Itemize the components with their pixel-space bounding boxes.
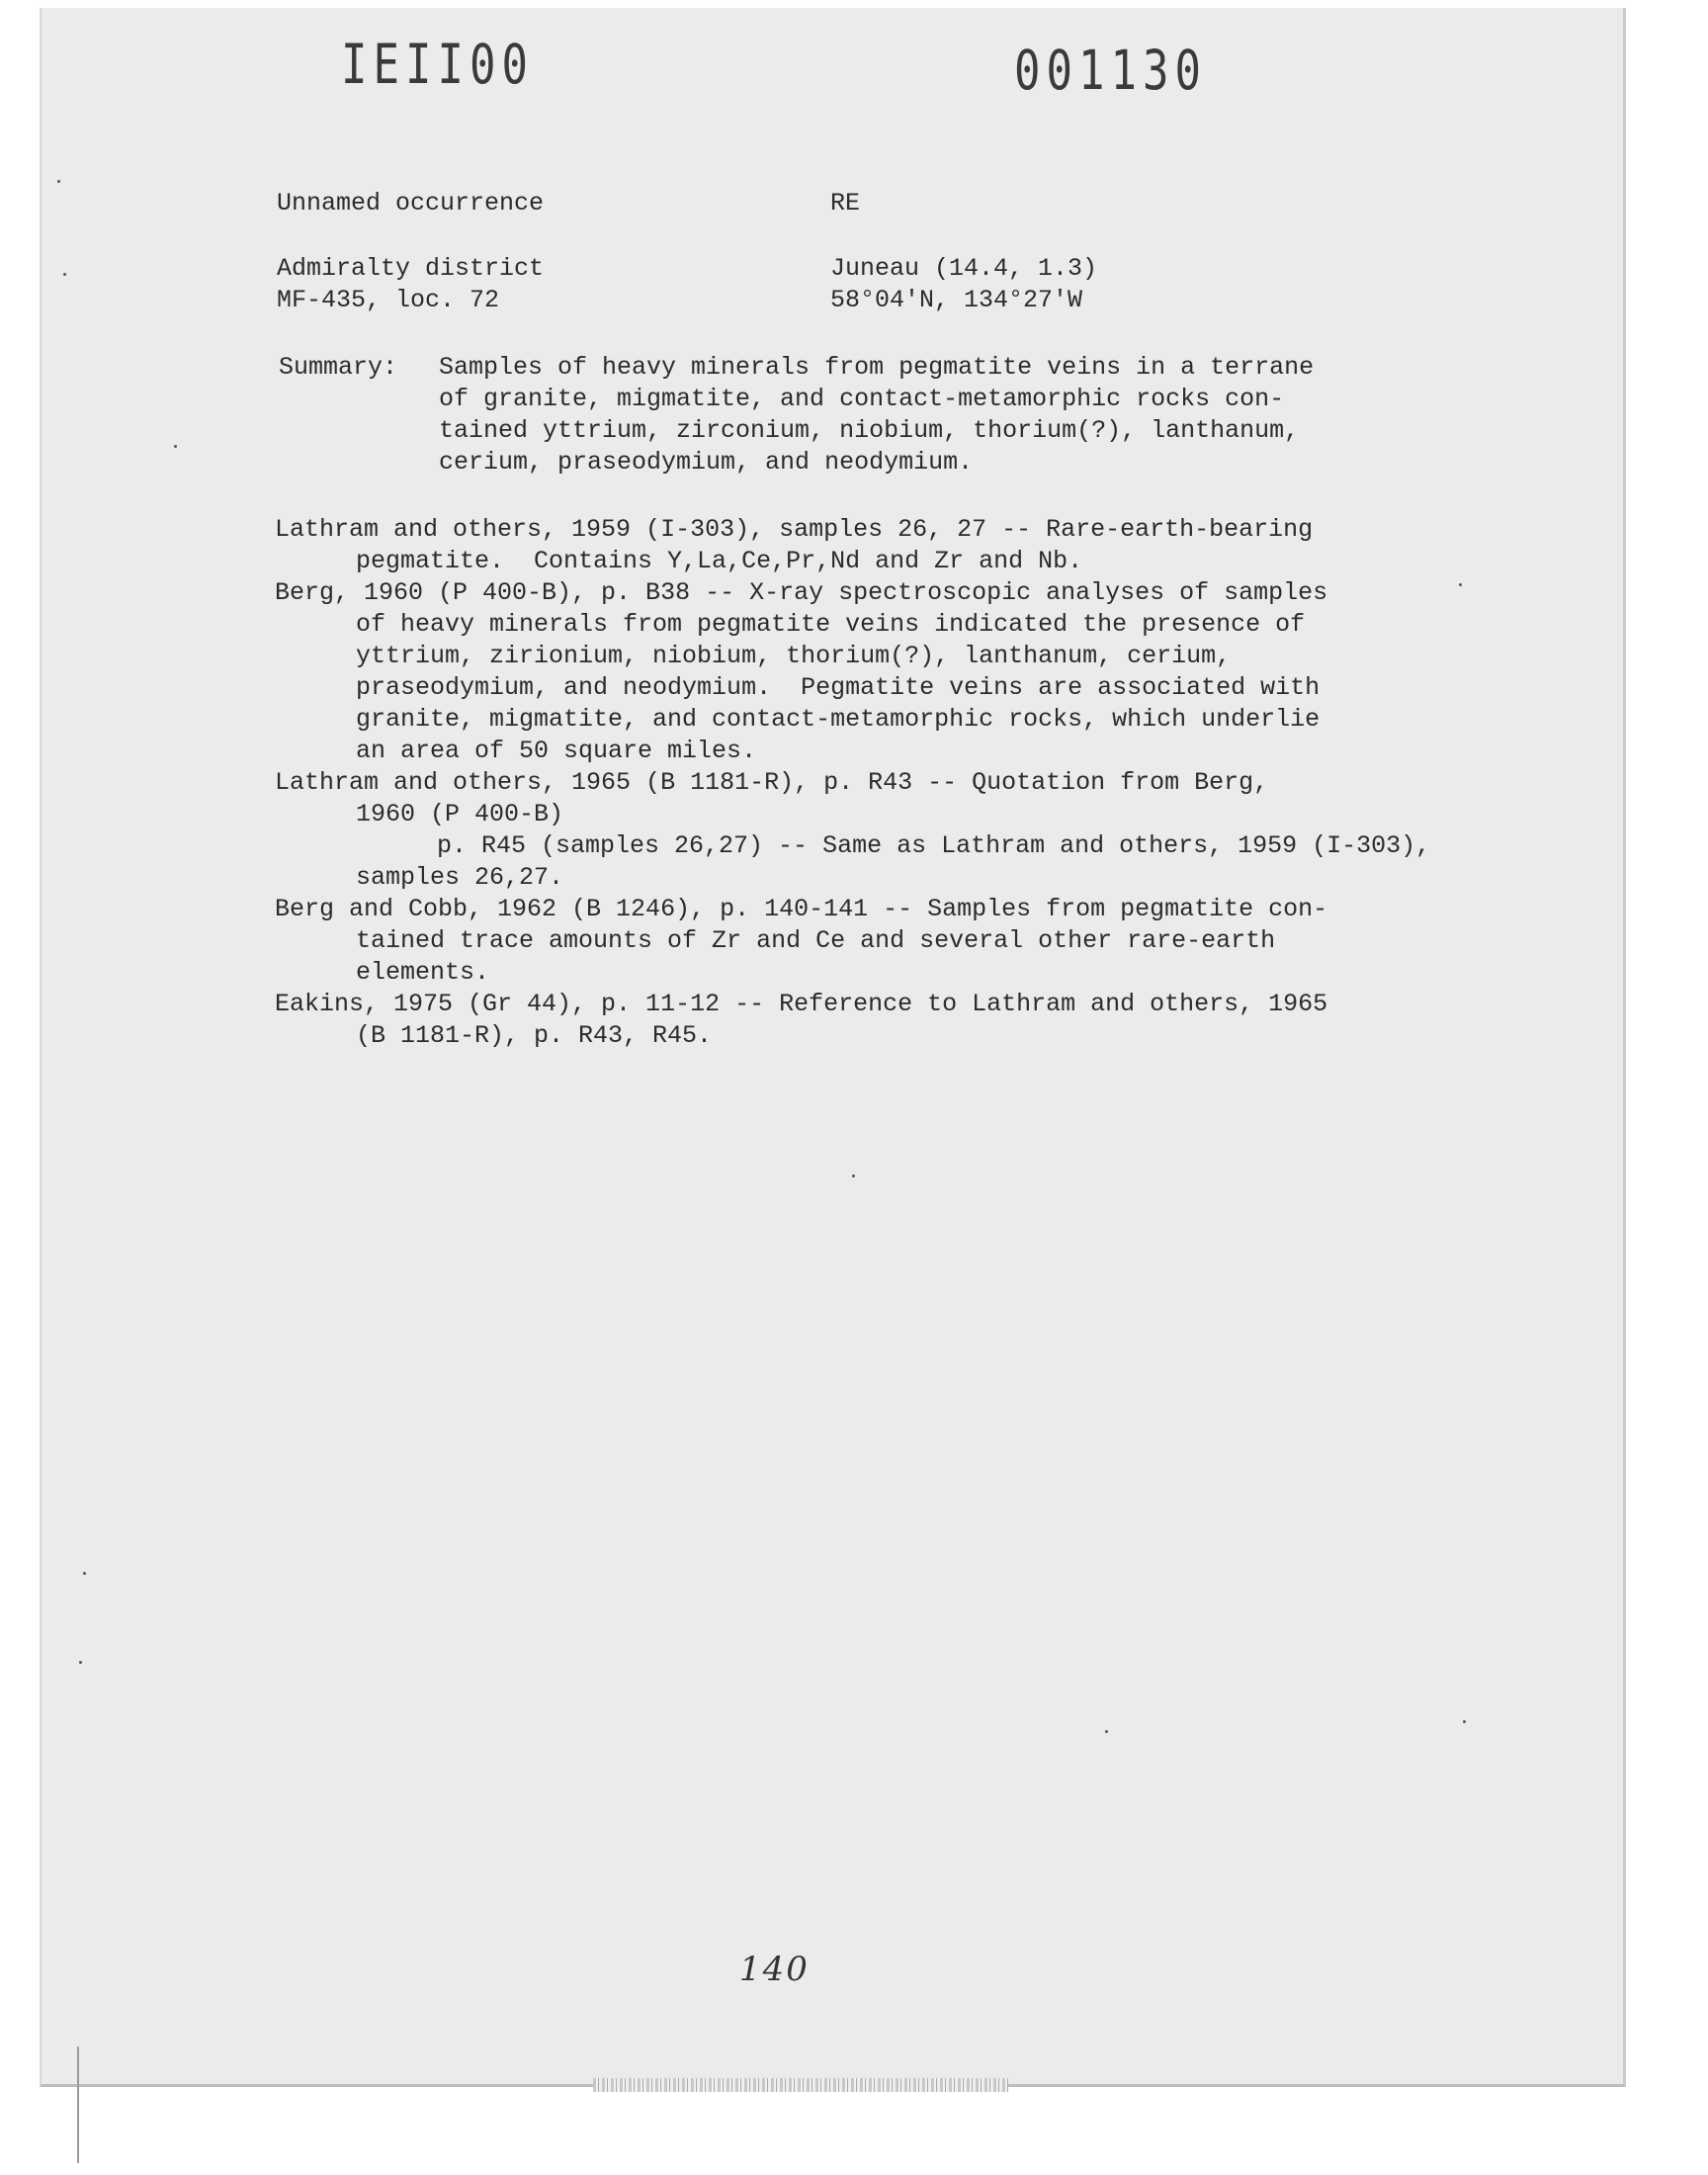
reference-line: an area of 50 square miles.: [356, 737, 757, 765]
coordinates: 58°04'N, 134°27'W: [830, 286, 1083, 314]
reference-line: p. R45 (samples 26,27) -- Same as Lathram and others, 1959 (I-303),: [437, 831, 1431, 860]
scan-speck: [79, 1661, 82, 1664]
summary-line: cerium, praseodymium, and neodymium.: [439, 448, 974, 477]
scan-edge-line: [77, 2046, 79, 2163]
handwritten-page-number: 140: [739, 1950, 810, 1989]
scan-speck: [63, 273, 66, 276]
reference-line: Lathram and others, 1965 (B 1181-R), p. R43 -- Quotation from Berg,: [275, 768, 1269, 797]
summary-line: tained yttrium, zirconium, niobium, thorium(?), lanthanum,: [439, 416, 1300, 445]
reference-line: praseodymium, and neodymium. Pegmatite veins are associated with: [356, 673, 1321, 702]
scan-speck: [83, 1572, 86, 1575]
references-list: [275, 514, 1430, 1052]
reference-line: of heavy minerals from pegmatite veins indicated the presence of: [356, 610, 1306, 639]
summary-line: of granite, migmatite, and contact-metamorphic rocks con-: [439, 385, 1285, 413]
reference-line: tained trace amounts of Zr and Ce and several other rare-earth: [356, 926, 1276, 955]
scan-speck: [1463, 1720, 1466, 1723]
reference-line: samples 26,27.: [356, 863, 564, 892]
reference-line: (B 1181-R), p. R43, R45.: [356, 1021, 713, 1050]
map-reference: MF-435, loc. 72: [277, 286, 500, 314]
scan-speck: [852, 1174, 855, 1177]
commodity-code: RE: [830, 189, 861, 218]
reference-line: Eakins, 1975 (Gr 44), p. 11-12 -- Reference to Lathram and others, 1965: [275, 990, 1328, 1018]
scan-speck: [1105, 1730, 1108, 1733]
reference-line: yttrium, zirionium, niobium, thorium(?), lanthanum, cerium,: [356, 642, 1232, 670]
occurrence-name: Unnamed occurrence: [277, 189, 545, 218]
summary-line: Samples of heavy minerals from pegmatite veins in a terrane: [439, 353, 1315, 382]
reference-line: Berg, 1960 (P 400-B), p. B38 -- X-ray spectroscopic analyses of samples: [275, 578, 1328, 607]
scan-barcode-strip: [593, 2078, 1008, 2092]
reference-line: granite, migmatite, and contact-metamorphic rocks, which underlie: [356, 705, 1321, 734]
summary-label: Summary:: [279, 353, 398, 382]
scan-speck: [57, 180, 60, 183]
reference-line: 1960 (P 400-B): [356, 800, 564, 828]
reference-line: Lathram and others, 1959 (I-303), samples 26, 27 -- Rare-earth-bearing: [275, 515, 1314, 544]
stamp-right: 001130: [1014, 40, 1207, 103]
reference-line: pegmatite. Contains Y,La,Ce,Pr,Nd and Zr and Nb.: [356, 547, 1083, 575]
quadrangle-location: Juneau (14.4, 1.3): [830, 254, 1098, 283]
reference-line: Berg and Cobb, 1962 (B 1246), p. 140-141 -- Samples from pegmatite con-: [275, 895, 1328, 923]
reference-line: elements.: [356, 958, 490, 987]
stamp-left: IEII00: [341, 34, 534, 97]
scan-speck: [1459, 583, 1462, 586]
scan-speck: [174, 445, 177, 448]
district-name: Admiralty district: [277, 254, 545, 283]
